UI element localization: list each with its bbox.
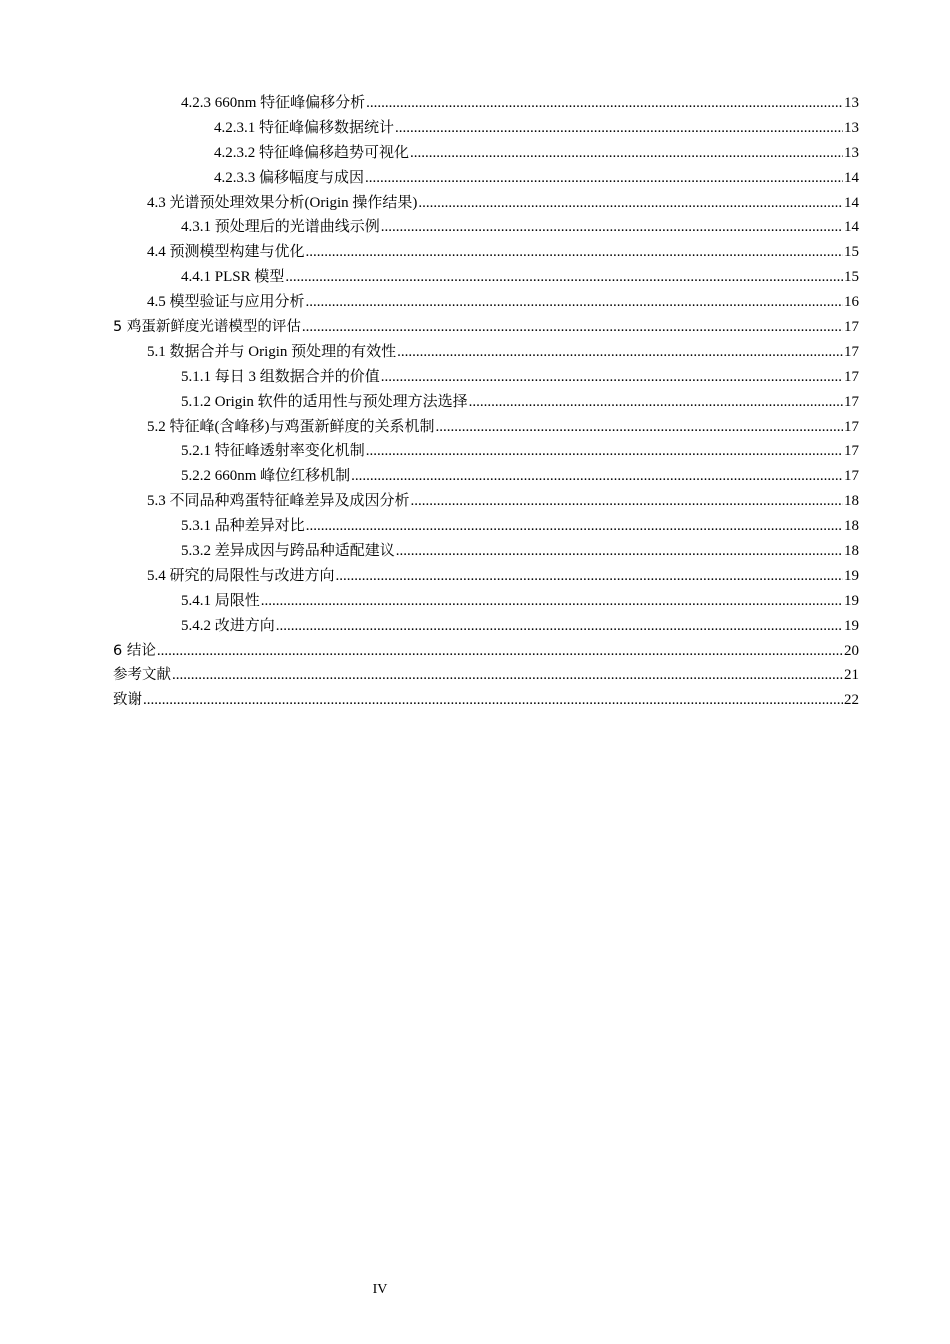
toc-entry-page: 17 — [844, 443, 859, 460]
toc-entry-line — [181, 265, 859, 290]
toc-leader-dots — [410, 141, 843, 166]
toc-leader-dots — [143, 688, 843, 713]
toc-entry-line — [147, 489, 859, 514]
toc-entry[interactable] — [0, 290, 950, 315]
toc-entry-title: 4.2.3.2 特征峰偏移趋势可视化 — [214, 144, 410, 161]
toc-entry[interactable] — [0, 415, 950, 440]
toc-entry-title: 5.4 研究的局限性与改进方向 — [147, 567, 335, 584]
toc-entry-page: 14 — [844, 194, 859, 211]
toc-leader-dots — [306, 514, 843, 539]
toc-entry-line — [147, 191, 859, 216]
toc-entry-line — [214, 116, 859, 141]
toc-entry[interactable] — [0, 141, 950, 166]
toc-entry-page: 21 — [844, 667, 859, 684]
toc-entry[interactable] — [0, 191, 950, 216]
toc-entry[interactable] — [0, 116, 950, 141]
toc-entry-line — [181, 539, 859, 564]
toc-leader-dots — [365, 166, 843, 191]
toc-leader-dots — [381, 365, 843, 390]
toc-leader-dots — [381, 215, 843, 240]
toc-leader-dots — [366, 439, 843, 464]
toc-entry-line — [181, 589, 859, 614]
toc-entry-page: 15 — [844, 269, 859, 286]
table-of-contents — [0, 91, 950, 713]
toc-entry[interactable] — [0, 166, 950, 191]
toc-entry-title: 5.1.1 每日 3 组数据合并的价值 — [181, 368, 380, 385]
toc-entry-page: 19 — [844, 592, 859, 609]
toc-entry[interactable] — [0, 91, 950, 116]
toc-entry-title: 5.2 特征峰(含峰移)与鸡蛋新鲜度的关系机制 — [147, 418, 435, 435]
toc-leader-dots — [285, 265, 843, 290]
toc-entry-title: 5.2.1 特征峰透射率变化机制 — [181, 443, 365, 460]
toc-entry-line — [181, 464, 859, 489]
toc-leader-dots — [411, 489, 843, 514]
toc-entry-page: 17 — [844, 319, 859, 336]
toc-entry-line — [181, 439, 859, 464]
toc-entry-page: 14 — [844, 169, 859, 186]
toc-entry-line — [181, 614, 859, 639]
toc-entry[interactable] — [0, 315, 950, 340]
toc-entry[interactable] — [0, 514, 950, 539]
toc-entry[interactable] — [0, 240, 950, 265]
toc-entry-title: 4.3 光谱预处理效果分析(Origin 操作结果) — [147, 194, 418, 211]
toc-entry-title: 4.4.1 PLSR 模型 — [181, 269, 285, 286]
toc-entry-title: 5.4.2 改进方向 — [181, 617, 275, 634]
toc-entry[interactable] — [0, 589, 950, 614]
toc-entry-line — [113, 315, 859, 340]
toc-entry-page: 15 — [844, 244, 859, 261]
toc-entry-line — [113, 663, 859, 688]
toc-leader-dots — [172, 663, 843, 688]
toc-entry-line — [181, 215, 859, 240]
toc-entry-line — [147, 340, 859, 365]
toc-entry-title: 5.3.2 差异成因与跨品种适配建议 — [181, 543, 395, 560]
toc-leader-dots — [302, 315, 843, 340]
toc-entry[interactable] — [0, 614, 950, 639]
toc-entry-title: 4.2.3.3 偏移幅度与成因 — [214, 169, 365, 186]
toc-entry[interactable] — [0, 265, 950, 290]
toc-entry-line — [147, 564, 859, 589]
toc-entry-page: 14 — [844, 219, 859, 236]
toc-entry-page: 16 — [844, 294, 859, 311]
toc-entry-title: 4.5 模型验证与应用分析 — [147, 294, 305, 311]
toc-entry-title: 5.3.1 品种差异对比 — [181, 518, 305, 535]
toc-entry-line — [181, 390, 859, 415]
page-number: IV — [372, 1282, 388, 1297]
toc-entry-title: 5.1 数据合并与 Origin 预处理的有效性 — [147, 343, 397, 360]
toc-entry-page: 20 — [844, 642, 859, 659]
toc-entry[interactable] — [0, 439, 950, 464]
toc-entry-title: 参考文献 — [113, 667, 171, 684]
toc-entry-title: 4.4 预测模型构建与优化 — [147, 244, 305, 261]
toc-entry[interactable] — [0, 464, 950, 489]
toc-entry-page: 19 — [844, 617, 859, 634]
toc-leader-dots — [336, 564, 843, 589]
toc-entry-page: 18 — [844, 518, 859, 535]
toc-entry[interactable] — [0, 340, 950, 365]
toc-leader-dots — [436, 415, 844, 440]
toc-leader-dots — [397, 340, 843, 365]
toc-entry-page: 17 — [844, 468, 859, 485]
toc-entry-title: 4.2.3 660nm 特征峰偏移分析 — [181, 95, 366, 111]
toc-entry-page: 22 — [844, 692, 859, 709]
toc-entry-line — [181, 365, 859, 390]
toc-entry[interactable] — [0, 639, 950, 664]
toc-entry-line — [147, 290, 859, 315]
toc-entry-page: 17 — [844, 418, 859, 435]
toc-leader-dots — [157, 639, 843, 664]
toc-entry[interactable] — [0, 215, 950, 240]
toc-entry-page: 13 — [844, 95, 859, 111]
toc-entry-page: 17 — [844, 393, 859, 410]
toc-leader-dots — [366, 91, 843, 116]
toc-entry-line — [147, 415, 859, 440]
toc-entry-page: 17 — [844, 368, 859, 385]
toc-entry-line — [181, 514, 859, 539]
toc-entry[interactable] — [0, 390, 950, 415]
toc-entry-title: 致谢 — [113, 692, 142, 709]
toc-entry[interactable] — [0, 564, 950, 589]
toc-entry[interactable] — [0, 688, 950, 713]
toc-entry-page: 13 — [844, 144, 859, 161]
toc-leader-dots — [306, 290, 843, 315]
toc-entry-title: 5.3 不同品种鸡蛋特征峰差异及成因分析 — [147, 493, 410, 510]
toc-leader-dots — [396, 539, 843, 564]
toc-entry-page: 19 — [844, 567, 859, 584]
toc-entry-title: 5 鸡蛋新鲜度光谱模型的评估 — [113, 319, 301, 336]
toc-entry-line — [214, 166, 859, 191]
toc-entry-page: 18 — [844, 493, 859, 510]
toc-entry-line — [147, 240, 859, 265]
toc-entry-page: 18 — [844, 543, 859, 560]
toc-entry-title: 5.4.1 局限性 — [181, 592, 260, 609]
toc-entry-line — [113, 639, 859, 664]
toc-entry-title: 5.1.2 Origin 软件的适用性与预处理方法选择 — [181, 393, 468, 410]
toc-leader-dots — [395, 116, 843, 141]
toc-entry-line — [214, 141, 859, 166]
toc-entry-page: 17 — [844, 343, 859, 360]
toc-leader-dots — [306, 240, 843, 265]
toc-entry-title: 6 结论 — [113, 642, 156, 659]
toc-leader-dots — [418, 191, 843, 216]
toc-entry-title: 5.2.2 660nm 峰位红移机制 — [181, 468, 351, 485]
toc-entry[interactable] — [0, 663, 950, 688]
toc-entry-page: 13 — [844, 119, 859, 136]
toc-leader-dots — [469, 390, 843, 415]
toc-entry-line — [113, 688, 859, 713]
toc-entry[interactable] — [0, 489, 950, 514]
toc-entry[interactable] — [0, 365, 950, 390]
toc-entry-title: 4.3.1 预处理后的光谱曲线示例 — [181, 219, 380, 236]
toc-leader-dots — [351, 464, 843, 489]
toc-leader-dots — [261, 589, 843, 614]
toc-entry-line — [181, 91, 859, 116]
toc-leader-dots — [276, 614, 843, 639]
toc-entry-title: 4.2.3.1 特征峰偏移数据统计 — [214, 119, 395, 136]
toc-entry[interactable] — [0, 539, 950, 564]
